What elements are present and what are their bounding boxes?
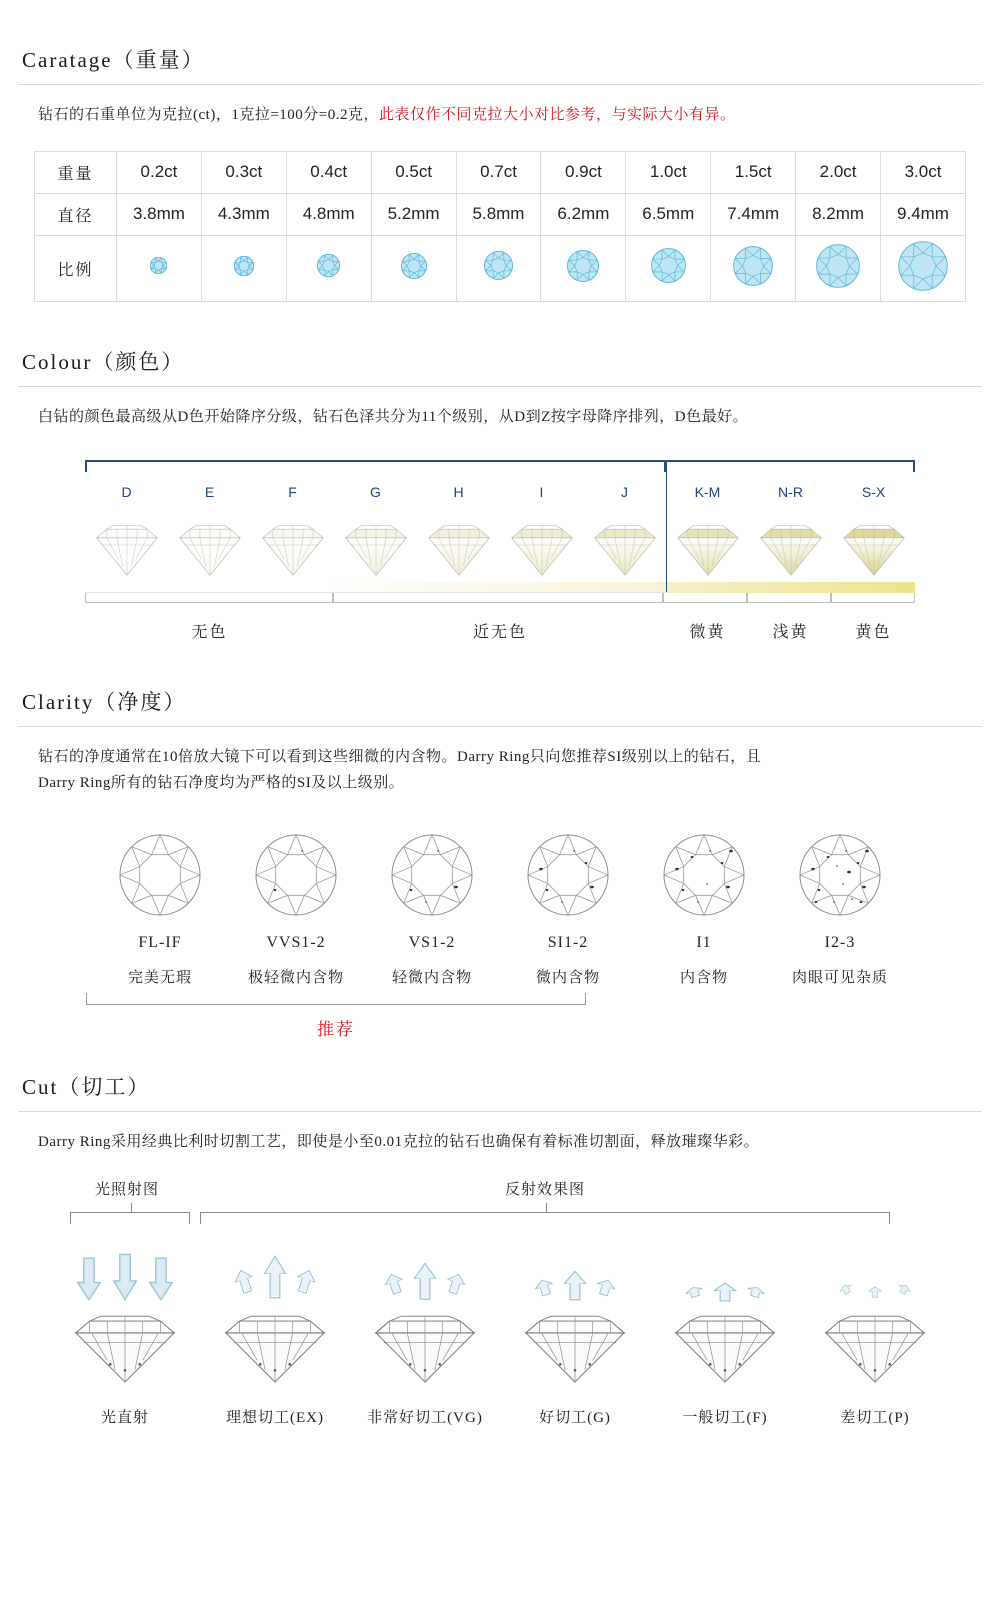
colour-group-label-4: 黄色 <box>855 624 892 641</box>
colour-bottom-brackets <box>85 593 915 607</box>
section-colour <box>0 302 1000 643</box>
diamond-icon <box>317 254 340 282</box>
bracket-reflection <box>200 1212 890 1224</box>
clarity-grade-label: VS1-2 <box>408 934 456 951</box>
diamond-icon <box>484 251 513 285</box>
cut-items <box>0 1228 1000 1427</box>
colour-gem-D <box>85 504 168 578</box>
cell-ratio-5 <box>541 235 626 301</box>
colour-gem-I <box>500 504 583 578</box>
colour-gem-N-R <box>749 504 832 578</box>
clarity-grade-label: I1 <box>696 934 712 951</box>
diamond-icon <box>816 244 860 293</box>
colour-scale <box>0 430 1000 642</box>
colour-description: 白钻的颜色最高级从D色开始降序分级，钻石色泽共分为11个级别，从D到Z按字母降序排列，D色最好。 <box>38 408 749 425</box>
clarity-diamond-icon <box>772 820 908 930</box>
table-row-ratio <box>35 235 966 301</box>
clarity-grade-label: FL-IF <box>138 934 182 951</box>
clarity-diamond-icon <box>228 820 364 930</box>
colour-grade-S-X: S-X <box>861 484 886 500</box>
colour-gem-J <box>583 504 666 578</box>
cell-weight-1: 0.3ct <box>201 151 286 193</box>
clarity-diamond-icon <box>500 820 636 930</box>
clarity-description <box>0 727 1000 796</box>
clarity-grade-desc: 极轻微内含物 <box>247 970 344 986</box>
table-row-weight <box>35 151 966 193</box>
diamond-icon <box>898 241 948 296</box>
cell-diameter-8: 8.2mm <box>796 193 881 235</box>
cut-illustration <box>500 1242 650 1392</box>
recommend-label: 推荐 <box>317 1020 355 1039</box>
cut-item-5 <box>800 1242 950 1427</box>
colour-group-bracket <box>831 593 915 603</box>
cell-diameter-0: 3.8mm <box>117 193 202 235</box>
bracket-light <box>70 1212 190 1224</box>
colour-grade-F: F <box>288 484 297 500</box>
cut-diamond-icon <box>366 1313 484 1391</box>
section-title-cut: Cut（切工） <box>22 1075 151 1099</box>
cell-diameter-1: 4.3mm <box>201 193 286 235</box>
colour-gem-E <box>168 504 251 578</box>
cut-item-1 <box>200 1242 350 1427</box>
cell-weight-4: 0.7ct <box>456 151 541 193</box>
cut-illustration <box>650 1242 800 1392</box>
cut-label-light: 光照射图 <box>95 1181 160 1198</box>
cut-grade-label: 理想切工(EX) <box>226 1409 324 1426</box>
cut-item-2 <box>350 1242 500 1427</box>
clarity-grade-desc: 微内含物 <box>535 970 600 986</box>
colour-group-bracket <box>663 593 747 603</box>
clarity-diamond-icon <box>636 820 772 930</box>
cut-brackets <box>0 1208 1000 1228</box>
cell-ratio-1 <box>201 235 286 301</box>
cut-item-0 <box>50 1242 200 1427</box>
cell-ratio-4 <box>456 235 541 301</box>
cell-ratio-9 <box>881 235 966 301</box>
cut-bracket-labels <box>0 1178 1000 1208</box>
cell-weight-0: 0.2ct <box>117 151 202 193</box>
row-header-ratio: 比例 <box>35 235 117 301</box>
diamond-icon <box>150 257 167 279</box>
colour-group-label-1: 近无色 <box>472 624 527 641</box>
diamond-icon <box>733 246 773 291</box>
cell-weight-5: 0.9ct <box>541 151 626 193</box>
colour-group-divider <box>666 460 667 592</box>
section-title-clarity: Clarity（净度） <box>22 690 187 714</box>
section-clarity <box>0 642 1000 1047</box>
clarity-diamond-icon <box>92 820 228 930</box>
clarity-item-I1 <box>636 820 772 987</box>
colour-group-bracket <box>747 593 831 603</box>
caratage-table <box>34 151 966 302</box>
cell-ratio-0 <box>117 235 202 301</box>
clarity-item-I2-3 <box>772 820 908 987</box>
diamond-icon <box>401 253 427 284</box>
cut-grade-label: 光直射 <box>100 1409 149 1426</box>
cell-weight-8: 2.0ct <box>796 151 881 193</box>
clarity-grade-desc: 肉眼可见杂质 <box>791 970 888 986</box>
caratage-desc-plain: 钻石的石重单位为克拉(ct)，1克拉=100分=0.2克， <box>38 107 379 123</box>
cut-diamond-icon <box>66 1313 184 1391</box>
cut-grade-label: 好切工(G) <box>539 1409 611 1426</box>
colour-grade-K-M: K-M <box>694 484 721 500</box>
colour-top-brackets <box>85 460 915 476</box>
cell-diameter-9: 9.4mm <box>881 193 966 235</box>
recommend-bracket <box>86 993 586 1005</box>
colour-group-label-3: 浅黄 <box>772 624 809 641</box>
section-title-colour: Colour（颜色） <box>22 349 185 374</box>
colour-group-bracket <box>85 593 333 603</box>
cell-weight-9: 3.0ct <box>881 151 966 193</box>
section-cut <box>0 1047 1000 1461</box>
clarity-diamond-icon <box>364 820 500 930</box>
cell-diameter-3: 5.2mm <box>371 193 456 235</box>
section-title-caratage: Caratage（重量） <box>22 48 205 72</box>
light-arrows <box>76 1249 174 1305</box>
colour-gem-row <box>85 504 915 578</box>
cell-diameter-5: 6.2mm <box>541 193 626 235</box>
cut-illustration <box>200 1242 350 1392</box>
cut-diamond-icon <box>816 1313 934 1391</box>
clarity-item-VS1-2 <box>364 820 500 987</box>
reflection-arrows <box>385 1257 465 1306</box>
cut-illustration <box>800 1242 950 1392</box>
cell-ratio-8 <box>796 235 881 301</box>
clarity-grade-label: VVS1-2 <box>266 934 326 951</box>
clarity-item-VVS1-2 <box>228 820 364 987</box>
cell-weight-7: 1.5ct <box>711 151 796 193</box>
cut-item-3 <box>500 1242 650 1427</box>
colour-group-label-2: 微黄 <box>689 624 726 641</box>
cut-grade-label: 一般切工(F) <box>682 1409 768 1426</box>
caratage-table-wrapper <box>0 129 1000 302</box>
reflection-arrows <box>535 1266 615 1305</box>
cell-diameter-7: 7.4mm <box>711 193 796 235</box>
cell-ratio-6 <box>626 235 711 301</box>
colour-gem-K-M <box>666 504 749 578</box>
cell-diameter-4: 5.8mm <box>456 193 541 235</box>
diamond-icon <box>567 250 599 287</box>
row-header-weight: 重量 <box>35 151 117 193</box>
colour-grade-J: J <box>621 484 628 500</box>
clarity-grade-label: I2-3 <box>824 934 856 951</box>
clarity-items <box>0 796 1000 987</box>
cell-ratio-3 <box>371 235 456 301</box>
clarity-grade-desc: 轻微内含物 <box>391 970 472 986</box>
cell-diameter-2: 4.8mm <box>286 193 371 235</box>
clarity-desc-line1: 钻石的净度通常在10倍放大镜下可以看到这些细微的内含物。Darry Ring只向您推荐SI级别以上的钻石，且 <box>38 749 762 765</box>
cut-illustration <box>50 1242 200 1392</box>
cut-grade-label: 差切工(P) <box>840 1409 910 1426</box>
caratage-description <box>0 85 1000 129</box>
colour-gem-S-X <box>832 504 915 578</box>
colour-group-labels <box>85 607 915 642</box>
colour-gem-F <box>251 504 334 578</box>
cut-label-reflection: 反射效果图 <box>505 1181 586 1198</box>
cut-diamond-icon <box>666 1313 784 1391</box>
colour-grade-D: D <box>121 484 132 500</box>
cut-grade-label: 非常好切工(VG) <box>367 1409 483 1426</box>
colour-grade-I: I <box>539 484 544 500</box>
clarity-desc-line2: Darry Ring所有的钻石净度均为严格的SI及以上级别。 <box>38 774 405 791</box>
clarity-grade-label: SI1-2 <box>547 934 589 951</box>
row-header-diameter: 直径 <box>35 193 117 235</box>
clarity-grade-desc: 完美无瑕 <box>127 970 192 986</box>
reflection-arrows <box>685 1279 765 1305</box>
diamond-icon <box>234 256 254 281</box>
clarity-item-FL-IF <box>92 820 228 987</box>
colour-gradient-bar <box>85 582 915 593</box>
cut-diamond-icon <box>516 1313 634 1391</box>
reflection-arrows <box>840 1278 910 1305</box>
cell-diameter-6: 6.5mm <box>626 193 711 235</box>
cut-diamond-icon <box>216 1313 334 1391</box>
cell-weight-2: 0.4ct <box>286 151 371 193</box>
cell-weight-3: 0.5ct <box>371 151 456 193</box>
clarity-recommend <box>0 987 1000 1047</box>
colour-grade-G: G <box>370 484 381 500</box>
colour-group-bracket <box>333 593 663 603</box>
clarity-item-SI1-2 <box>500 820 636 987</box>
clarity-grade-desc: 内含物 <box>679 970 728 986</box>
colour-group-label-0: 无色 <box>191 624 228 641</box>
cut-illustration <box>350 1242 500 1392</box>
colour-gem-G <box>334 504 417 578</box>
colour-grade-labels <box>85 476 915 504</box>
colour-gem-H <box>417 504 500 578</box>
section-caratage <box>0 0 1000 302</box>
colour-grade-E: E <box>204 484 215 500</box>
caratage-desc-highlight: 此表仅作不同克拉大小对比参考，与实际大小有异。 <box>379 107 736 123</box>
table-row-diameter <box>35 193 966 235</box>
reflection-arrows <box>235 1249 315 1305</box>
diamond-icon <box>651 248 686 288</box>
colour-grade-N-R: N-R <box>778 484 803 500</box>
cell-weight-6: 1.0ct <box>626 151 711 193</box>
cut-description: Darry Ring采用经典比利时切割工艺，即使是小至0.01克拉的钻石也确保有着标准切割面，释放璀璨华彩。 <box>38 1134 760 1150</box>
cell-ratio-2 <box>286 235 371 301</box>
cut-item-4 <box>650 1242 800 1427</box>
colour-grade-H: H <box>453 484 464 500</box>
cell-ratio-7 <box>711 235 796 301</box>
